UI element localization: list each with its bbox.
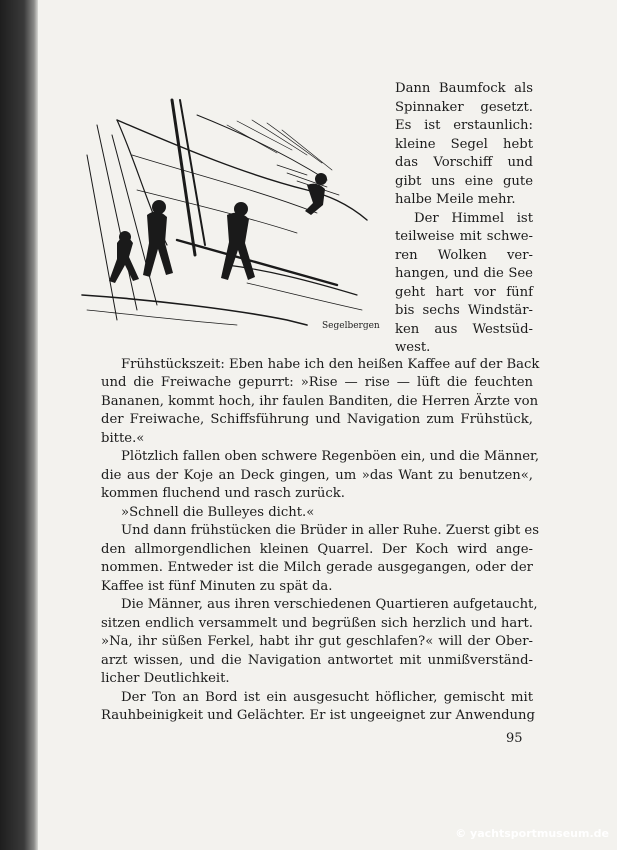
text-line: arzt wissen, und die Navigation antwortet mit unmißverständ-	[101, 653, 533, 668]
text-line: teilweise mit schwe-	[395, 229, 533, 244]
text-line: gibt uns eine gute	[395, 174, 533, 189]
text-line: kleine Segel hebt	[395, 137, 533, 152]
text-line: Dann Baumfock als	[395, 81, 533, 96]
text-line: Bananen, kommt hoch, ihr faulen Banditen, die Herren Ärzte von	[101, 394, 539, 409]
text-line: sitzen endlich versammelt und begrüßen sich herzlich und hart.	[101, 616, 533, 631]
text-line: ren Wolken ver-	[395, 248, 533, 263]
text-line: »Schnell die Bulleyes dicht.«	[121, 505, 315, 520]
text-line: Kaffee ist fünf Minuten zu spät da.	[101, 579, 333, 594]
text-line: Der Ton an Bord ist ein ausgesucht höflicher, gemischt mit	[121, 690, 533, 705]
text-line: kommen fluchend und rasch zurück.	[101, 486, 345, 501]
text-line: halbe Meile mehr.	[395, 192, 516, 207]
text-line: ken aus Westsüd-	[395, 322, 533, 337]
text-line: nommen. Entweder ist die Milch gerade ausgegangen, oder der	[101, 560, 533, 575]
illustration-caption: Segelbergen	[322, 321, 380, 331]
text-line: Der Himmel ist	[414, 211, 533, 226]
text-line: Und dann frühstücken die Brüder in aller Ruhe. Zuerst gibt es	[121, 523, 540, 538]
book-gutter	[0, 0, 38, 850]
sailing-illustration	[77, 95, 373, 327]
text-line: geht hart vor fünf	[395, 285, 533, 300]
text-line: und die Freiwache gepurrt: »Rise — rise — lüft die feuchten	[101, 375, 533, 390]
text-line: den allmorgendlichen kleinen Quarrel. Der Koch wird ange-	[101, 542, 533, 557]
text-line: bis sechs Windstär-	[395, 303, 533, 318]
text-line: bitte.«	[101, 431, 145, 446]
text-line: Die Männer, aus ihren verschiedenen Quartieren aufgetaucht,	[121, 597, 538, 612]
text-line: »Na, ihr süßen Ferkel, habt ihr gut geschlafen?« will der Ober-	[101, 634, 533, 649]
text-line: Es ist erstaunlich:	[395, 118, 533, 133]
text-line: licher Deutlichkeit.	[101, 671, 230, 686]
text-line: hangen, und die See	[395, 266, 533, 281]
text-line: west.	[395, 340, 431, 355]
text-line: Rauhbeinigkeit und Gelächter. Er ist ungeeignet zur Anwendung	[101, 708, 535, 723]
text-line: Frühstückszeit: Eben habe ich den heißen Kaffee auf der Back	[121, 357, 540, 372]
text-line: Spinnaker gesetzt.	[395, 100, 533, 115]
watermark: © yachtsportmuseum.de	[455, 827, 609, 840]
text-line: der Freiwache, Schiffsführung und Navigation zum Frühstück,	[101, 412, 533, 427]
page-number: 95	[506, 731, 523, 746]
text-line: die aus der Koje an Deck gingen, um »das Want zu benutzen«,	[101, 468, 533, 483]
text-line: Plötzlich fallen oben schwere Regenböen ein, und die Männer,	[121, 449, 540, 464]
text-line: das Vorschiff und	[395, 155, 533, 170]
